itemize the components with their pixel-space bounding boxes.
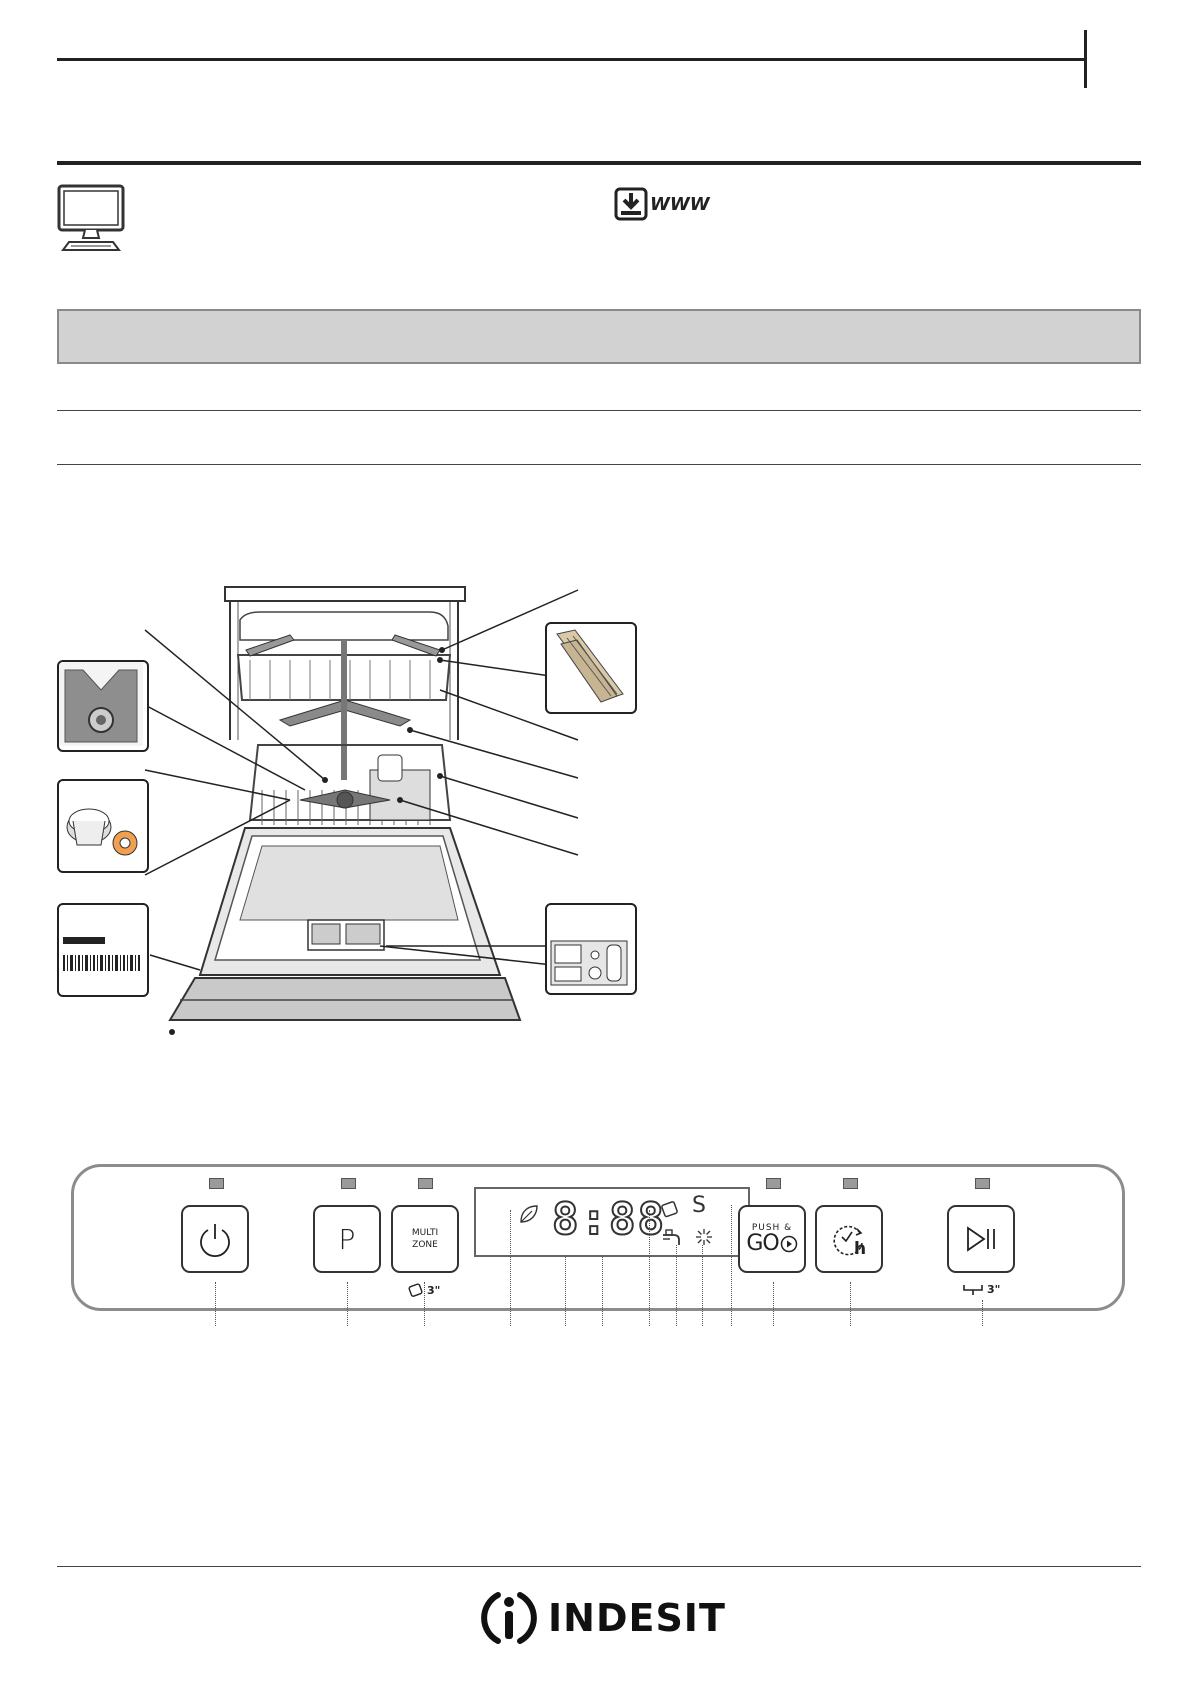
leader-push-go (773, 1282, 774, 1326)
water-tap-icon (660, 1227, 684, 1249)
leader-multizone (424, 1282, 425, 1326)
start-pause-led (975, 1178, 990, 1189)
drain-icon (962, 1282, 984, 1296)
leader-program (347, 1282, 348, 1326)
push-go-label-2: GO (746, 1230, 779, 1256)
leader-tap (676, 1245, 677, 1326)
www-label: WWW (650, 193, 710, 215)
power-led (209, 1178, 224, 1189)
leader-digits-1 (565, 1257, 566, 1326)
brand-name: INDESIT (548, 1596, 726, 1640)
delay-hour-letter: h (854, 1239, 867, 1259)
power-icon (197, 1221, 233, 1257)
leader-salt (731, 1205, 732, 1326)
separator-1 (57, 410, 1141, 411)
filter-assembly-callout (57, 779, 149, 873)
leader-tablet (649, 1210, 650, 1326)
section-rule (57, 161, 1141, 165)
multizone-label-2: ZONE (412, 1240, 438, 1250)
push-go-label-1: PUSH & (751, 1222, 793, 1233)
top-rule (57, 58, 1087, 61)
delay-led (843, 1178, 858, 1189)
play-pause-icon (964, 1225, 998, 1253)
play-circle-icon (780, 1235, 798, 1253)
reset-hold-time: 3" (987, 1282, 1001, 1296)
multizone-hold-time: 3" (427, 1283, 441, 1297)
leader-delay (850, 1282, 851, 1326)
push-go-button[interactable] (738, 1205, 806, 1273)
rating-plate-callout (57, 903, 149, 997)
time-digits: 8:88 (552, 1194, 666, 1245)
top-rule-tick (1084, 30, 1087, 88)
tablet-indicator-icon (660, 1199, 680, 1219)
status-display (474, 1187, 750, 1257)
delay-start-button[interactable] (815, 1205, 883, 1273)
program-led (341, 1178, 356, 1189)
multizone-label-1: MULTI (411, 1228, 439, 1238)
eco-leaf-icon (518, 1203, 540, 1225)
start-pause-button[interactable] (947, 1205, 1015, 1273)
dispenser-callout (545, 903, 637, 995)
program-button[interactable] (313, 1205, 381, 1273)
download-www-icon (614, 187, 710, 221)
program-button-label: P (338, 1222, 356, 1256)
power-button[interactable] (181, 1205, 249, 1273)
separator-2 (57, 464, 1141, 465)
leader-eco (510, 1210, 511, 1326)
footer-separator (57, 1566, 1141, 1567)
multizone-button[interactable] (391, 1205, 459, 1273)
computer-icon (57, 184, 127, 256)
reset-hold-hint (962, 1282, 1000, 1296)
salt-indicator: S (692, 1193, 706, 1218)
cutlery-tray-callout (545, 622, 637, 714)
leader-start (982, 1300, 983, 1326)
indesit-logo-icon (478, 1587, 540, 1649)
brand-logo (478, 1587, 726, 1649)
filter-base-callout (57, 660, 149, 752)
section-heading-bar (57, 309, 1141, 364)
rinse-aid-icon (694, 1227, 714, 1247)
leader-rinse (702, 1245, 703, 1326)
multizone-led (418, 1178, 433, 1189)
push-go-led (766, 1178, 781, 1189)
tablet-icon (408, 1282, 424, 1298)
leader-digits-2 (602, 1257, 603, 1326)
leader-power (215, 1282, 216, 1326)
